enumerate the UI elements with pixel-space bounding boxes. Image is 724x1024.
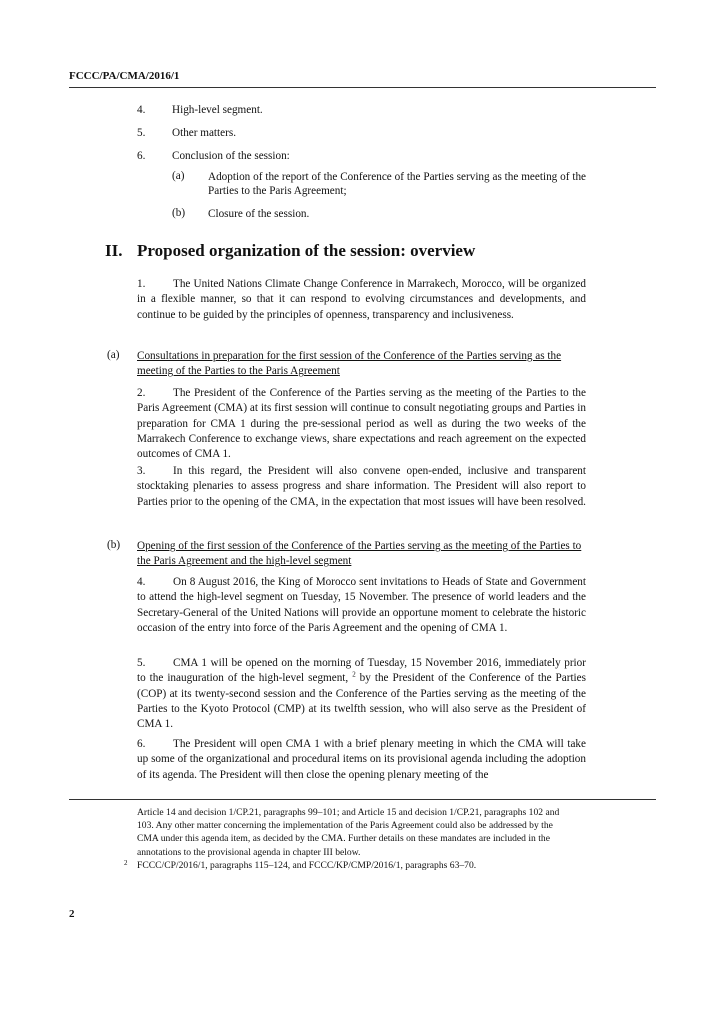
paragraph-5 [137,656,586,732]
agenda-sub-letter-b: (b) [172,207,186,219]
footnote-reference: 2 [352,670,356,679]
paragraph-number: 4. [137,576,146,588]
section-a-letter: (a) [107,349,120,361]
paragraph-3 [137,464,586,510]
agenda-sub-letter-a: (a) [172,170,185,182]
footnote-2-text: FCCC/CP/2016/1, paragraphs 115–124, and FCCC/KP/CMP/2016/1, paragraphs 63–70. [137,860,477,871]
paragraph-text: CMA 1 will be opened on the morning of Tuesday, 15 November 2016, immediately prior to the inauguration of the high-level segment, [137,657,586,685]
header-rule [69,87,656,88]
paragraph-number: 1. [137,278,146,290]
paragraph-text-continued: by the President of the Conference of the Parties (COP) at its twenty-second session and the Conference of the Parties serving as the meeting of the Parties to the Kyoto Protocol (CMP) at its twelfth session, who will also serve as the President of CMA 1. [137,672,586,731]
document-symbol: FCCC/PA/CMA/2016/1 [69,70,180,82]
agenda-item-number: 5. [137,127,146,139]
page-number: 2 [69,908,75,920]
agenda-sub-text-a: Adoption of the report of the Conference of the Parties serving as the meeting of the Parties to the Paris Agreement; [208,171,586,197]
paragraph-text: On 8 August 2016, the King of Morocco sent invitations to Heads of State and Government to attend the high-level segment on Tuesday, 15 November. The presence of world leaders and the Secretary-General of the United Nations will provide an opportune moment to celebrate the historic occasion of the entry into force of the Paris Agreement and the opening of CMA 1. [137,576,586,634]
chapter-number: II. [105,241,123,260]
agenda-item-text: Other matters. [172,127,236,139]
section-b-letter: (b) [107,539,121,551]
agenda-item-text: High-level segment. [172,104,263,116]
paragraph-number: 6. [137,738,146,750]
agenda-sub-text-b: Closure of the session. [208,208,310,220]
section-a-heading: Consultations in preparation for the first session of the Conference of the Parties serving as the meeting of the Parties to the Paris Agreement [137,350,562,378]
footnote-2-mark: 2 [124,859,128,867]
footnote-continued: Article 14 and decision 1/CP.21, paragraphs 99–101; and Article 15 and decision 1/CP.21, paragraphs 102 and 103. Any other matter concerning the implementation of the Paris Agreement could also be addressed by the CMA under this agenda item, as decided by the CMA. Further details on these mandates are included in the annotations to the provisional agenda in chapter III below. [137,807,560,858]
paragraph-4 [137,575,586,636]
chapter-title: Proposed organization of the session: overview [137,241,476,260]
paragraph-text: The President of the Conference of the Parties serving as the meeting of the Parties to the Paris Agreement (CMA) at its first session will continue to consult negotiating groups and Parties in preparation for CMA 1 during the pre-sessional period as well as during the two weeks of the Marrakech Conference to exchange views, share expectations and reach agreement on the expected outcomes of CMA 1. [137,387,586,461]
agenda-item-text: Conclusion of the session: [172,150,290,162]
paragraph-number: 2. [137,387,146,399]
paragraph-text: The United Nations Climate Change Conference in Marrakech, Morocco, will be organized in a flexible manner, so that it can respond to evolving circumstances and developments, and continue to be guided by the principles of openness, transparency and inclusiveness. [137,278,586,321]
section-b-heading: Opening of the first session of the Conference of the Parties serving as the meeting of the Parties to the Paris Agreement and the high-level segment [137,540,582,568]
footnote-rule [69,799,656,800]
paragraph-1 [137,277,586,323]
paragraph-6 [137,737,586,783]
paragraph-2 [137,386,586,462]
paragraph-text: In this regard, the President will also convene open-ended, inclusive and transparent stocktaking plenaries to assess progress and share information. The President will also report to Parties prior to the opening of the CMA, in the expectation that most issues will have been resolved. [137,465,586,508]
agenda-item-number: 6. [137,150,146,162]
agenda-item-number: 4. [137,104,146,116]
paragraph-text: The President will open CMA 1 with a brief plenary meeting in which the CMA will take up some of the organizational and procedural items on its provisional agenda including the adoption of its agenda. The President will then close the opening plenary meeting of the [137,738,586,781]
paragraph-number: 5. [137,657,146,669]
paragraph-number: 3. [137,465,146,477]
